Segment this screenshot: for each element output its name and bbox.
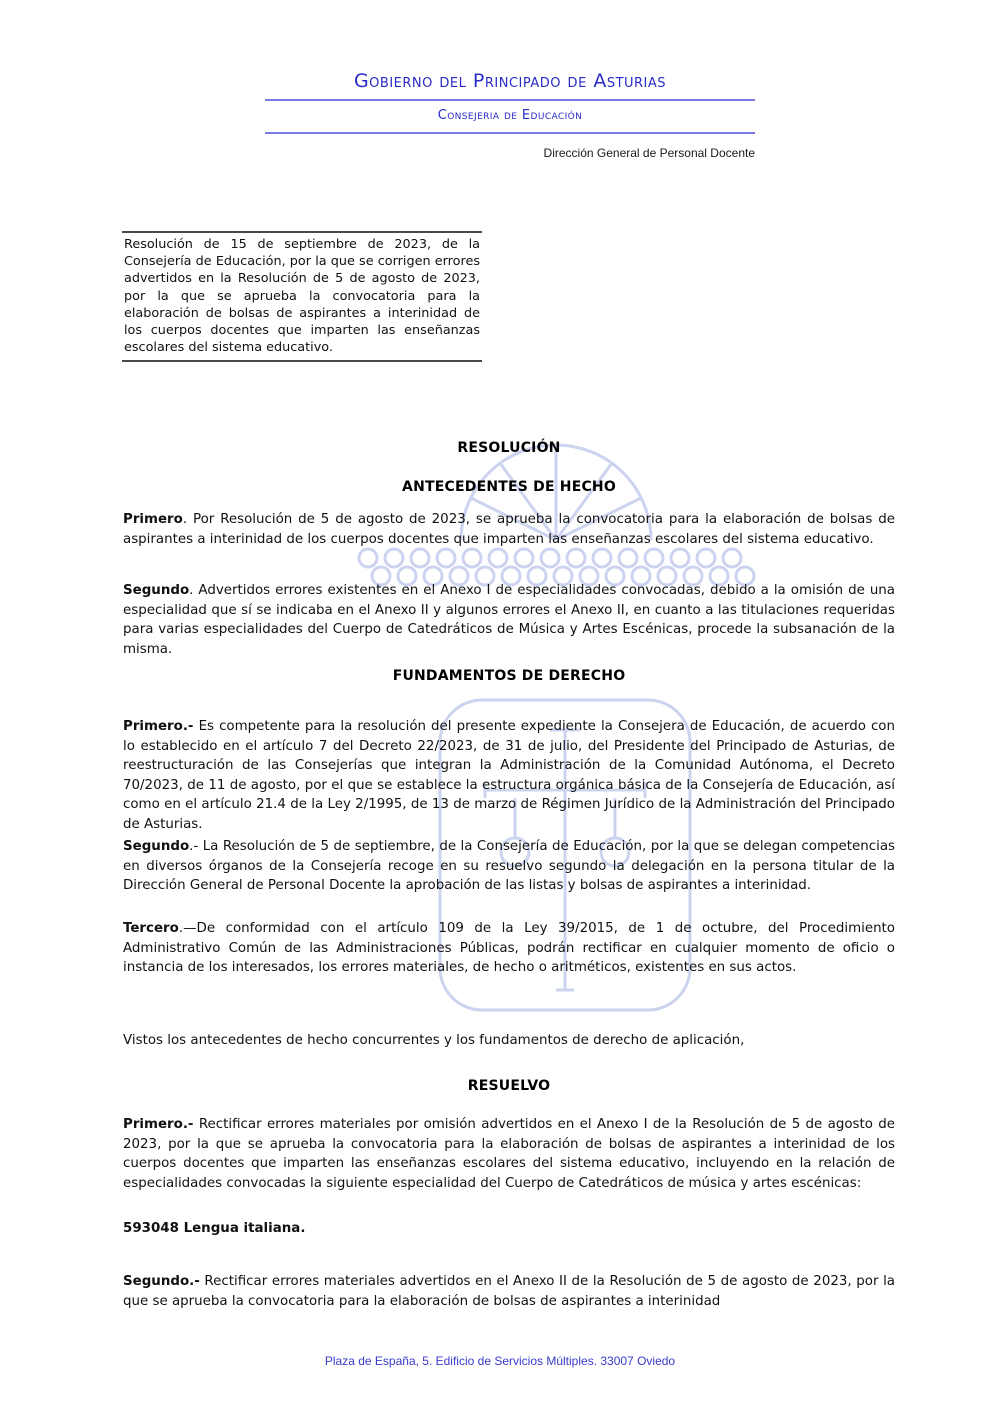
heading-fundamentos: FUNDAMENTOS DE DERECHO [392, 668, 626, 684]
header-rule-bottom [265, 132, 755, 134]
paragraph-text: .—De conformidad con el artículo 109 de la Ley 39/2015, de 1 de octubre, del Procedimiento Administrativo Común de las Administraciones Públicas, podrán rectificar en cualquier momento de oficio o instancia de los interesados, los errores materiales, de hecho o aritméticos, existentes en sus actos. [123, 921, 895, 975]
paragraph-fundamento-primero [123, 717, 895, 834]
paragraph-label: Segundo [123, 839, 190, 854]
header-rule-top [265, 99, 755, 101]
paragraph-text: . Por Resolución de 5 de agosto de 2023, se aprueba la convocatoria para la elaboración de bolsas de aspirantes a interinidad de los cuerpos docentes que imparten las enseñanzas escolares del sistema educativo. [123, 512, 895, 547]
government-title: Gobierno del Principado de Asturias [353, 70, 667, 92]
paragraph-text: . Advertidos errores existentes en el Anexo I de especialidades convocadas, debido a la omisión de una especialidad que sí se indicaba en el Anexo II y algunos errores el Anexo II, en cuanto a las titulaciones requeridas para varias especialidades del Cuerpo de Catedráticos de Música y Artes Escénicas, procede la subsanación de la misma. [123, 583, 895, 657]
paragraph-vistos: Vistos los antecedentes de hecho concurrentes y los fundamentos de derecho de aplicación, [123, 1033, 745, 1048]
heading-resuelvo: RESUELVO [467, 1078, 551, 1094]
paragraph-text: Es competente para la resolución del presente expediente la Consejera de Educación, de acuerdo con lo establecido en el artículo 7 del Decreto 22/2023, de 31 de julio, del Presidente del Principado de Asturias, de reestructuración de las Consejerías que integran la Administración de la Comunidad Autónoma, el Decreto 70/2023, de 11 de agosto, por el que se establece la estructura orgánica básica de la Consejería de Educación, así como en el artículo 21.4 de la Ley 2/1995, de 13 de marzo de Régimen Jurídico de la Administración del Principado de Asturias. [123, 719, 895, 832]
paragraph-antecedente-segundo [123, 581, 895, 659]
paragraph-resuelvo-primero [123, 1115, 895, 1193]
paragraph-antecedente-primero [123, 510, 895, 549]
paragraph-label: Tercero [123, 921, 179, 936]
footer-address: Plaza de España, 5. Edificio de Servicios Múltiples. 33007 Oviedo [324, 1354, 676, 1368]
office-subtitle: Dirección General de Personal Docente [543, 146, 755, 160]
specialty-code-line: 593048 Lengua italiana. [123, 1221, 306, 1236]
paragraph-text: Rectificar errores materiales advertidos en el Anexo II de la Resolución de 5 de agosto de 2023, por la que se aprueba la convocatoria para la elaboración de bolsas de aspirantes a interinidad [123, 1274, 895, 1309]
paragraph-label: Segundo [123, 583, 190, 598]
paragraph-label: Primero.- [123, 1117, 194, 1132]
paragraph-label: Primero.- [123, 719, 194, 734]
paragraph-resuelvo-segundo [123, 1272, 895, 1311]
paragraph-text: .- La Resolución de 5 de septiembre, de la Consejería de Educación, por la que se delegan competencias en diversos órganos de la Consejería recoge en su resuelvo segundo la delegación en la persona titular de la Dirección General de Personal Docente la aprobación de las listas y bolsas de aspirantes a interinidad. [123, 839, 895, 893]
paragraph-label: Primero [123, 512, 183, 527]
paragraph-fundamento-tercero [123, 919, 895, 978]
paragraph-text: Rectificar errores materiales por omisión advertidos en el Anexo I de la Resolución de 5 de agosto de 2023, por la que se aprueba la convocatoria para la elaboración de bolsas de aspirantes a interinidad de los cuerpos docentes que imparten las enseñanzas escolares del sistema educativo, incluyendo en la relación de especialidades convocadas la siguiente especialidad del Cuerpo de Catedráticos de música y artes escénicas: [123, 1117, 895, 1191]
heading-resolucion: RESOLUCIÓN [457, 440, 561, 456]
department-title: Consejeria de Educación [437, 108, 583, 123]
paragraph-label: Segundo.- [123, 1274, 200, 1289]
resolution-summary-box: Resolución de 15 de septiembre de 2023, de la Consejería de Educación, por la que se corrigen errores advertidos en la Resolución de 5 de agosto de 2023, por la que se aprueba la convocatoria para la elaboración de bolsas de aspirantes a interinidad de los cuerpos docentes que imparten las enseñanzas escolares del sistema educativo. [122, 231, 482, 362]
paragraph-fundamento-segundo [123, 837, 895, 896]
heading-antecedentes: ANTECEDENTES DE HECHO [402, 479, 616, 495]
